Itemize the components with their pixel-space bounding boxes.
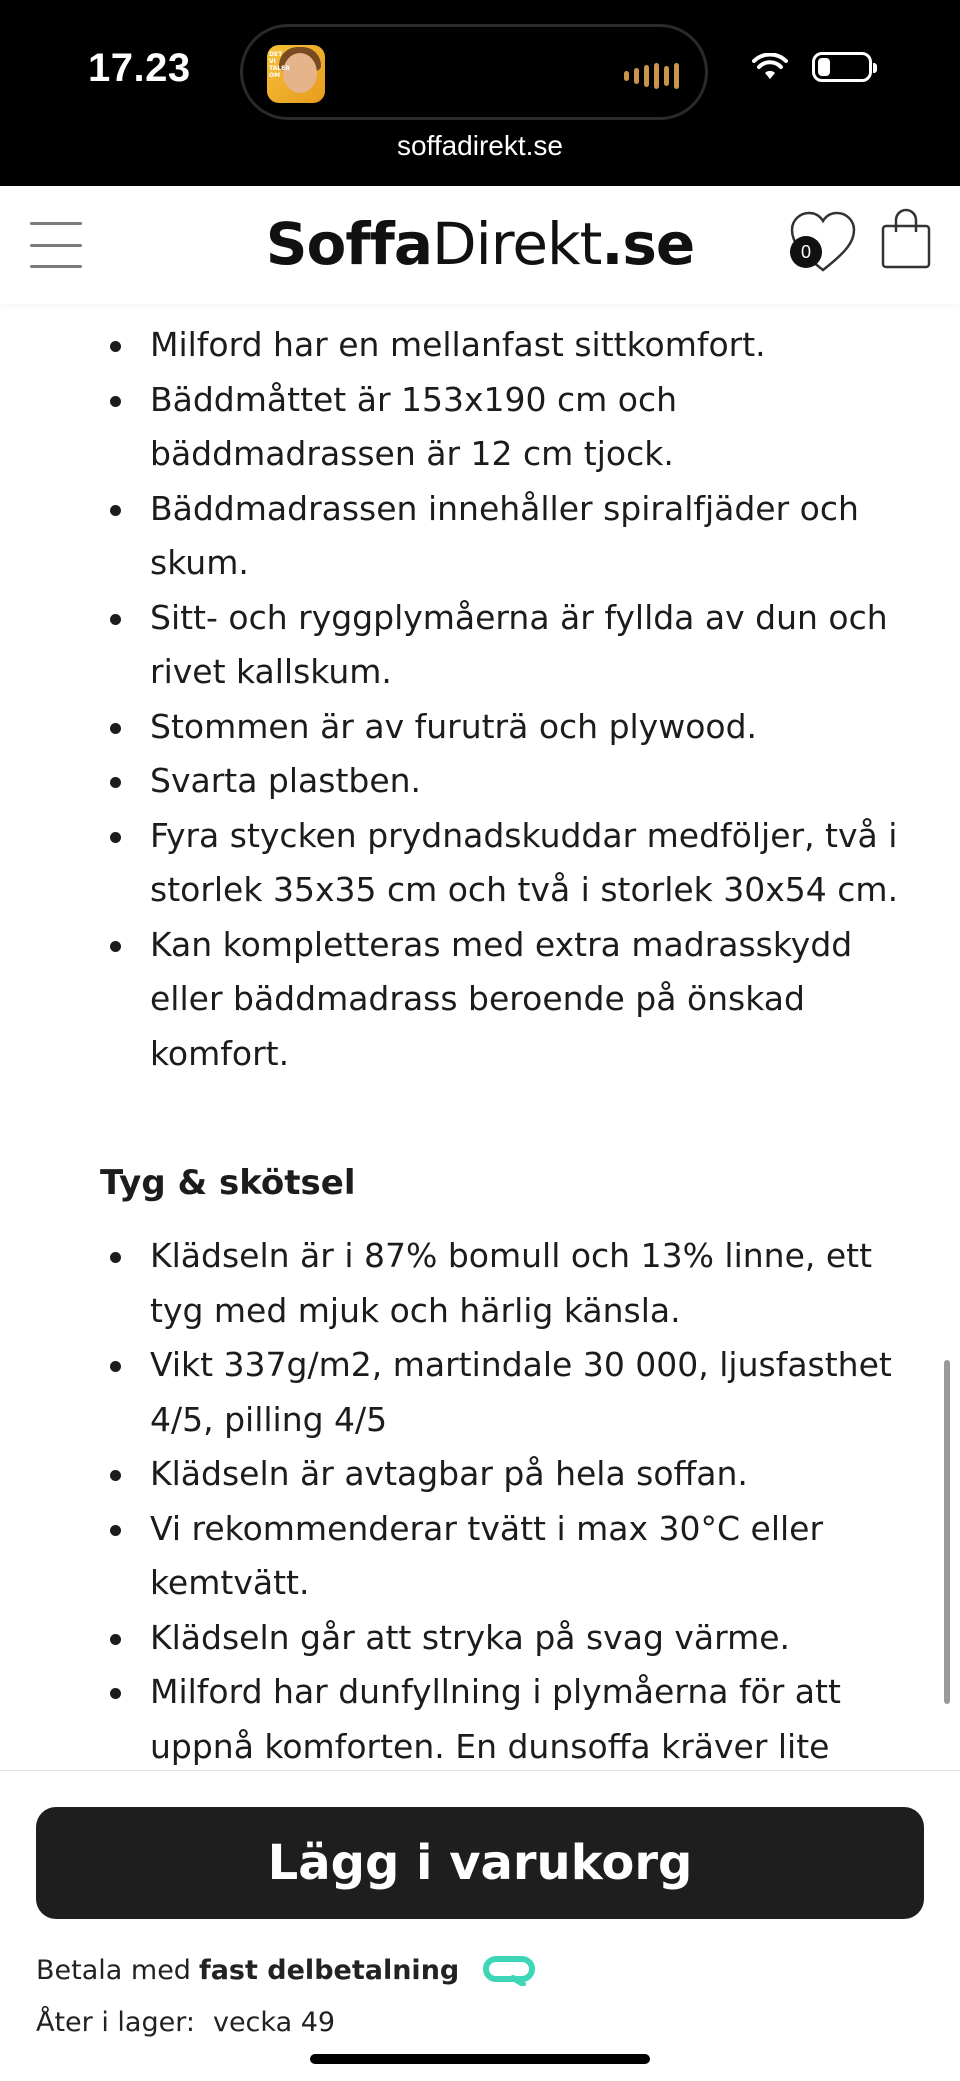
qliro-logo-icon bbox=[483, 1956, 535, 1986]
address-bar-url[interactable]: soffadirekt.se bbox=[396, 130, 564, 161]
payment-info bbox=[36, 1955, 535, 1986]
site-header bbox=[0, 186, 960, 304]
spec-list bbox=[100, 318, 920, 1081]
status-time: 17.23 bbox=[88, 46, 191, 90]
payment-method[interactable]: fast delbetalning bbox=[198, 1955, 460, 1986]
payment-prefix: Betala med bbox=[36, 1955, 191, 1986]
logo-regular: Direkt bbox=[431, 210, 602, 278]
spec-list-item: Sitt- och ryggplymåerna är fyllda av dun och rivet kallskum. bbox=[100, 591, 920, 700]
care-list-item: Klädseln går att stryka på svag värme. bbox=[100, 1611, 920, 1666]
shopping-bag-icon[interactable] bbox=[880, 208, 932, 270]
battery-icon bbox=[812, 52, 872, 82]
care-list-item: Vi rekommenderar tvätt i max 30°C eller kemtvätt. bbox=[100, 1502, 920, 1611]
audio-waveform-icon bbox=[624, 61, 679, 91]
spec-list-item: Svarta plastben. bbox=[100, 754, 920, 809]
scrollbar[interactable] bbox=[944, 1360, 950, 1704]
spec-list-item: Kan kompletteras med extra madrasskydd eller bäddmadrass beroende på önskad komfort. bbox=[100, 918, 920, 1082]
care-list bbox=[100, 1229, 920, 1770]
menu-icon[interactable] bbox=[30, 222, 82, 268]
care-list-item: Klädseln är avtagbar på hela soffan. bbox=[100, 1447, 920, 1502]
logo-suffix: .se bbox=[601, 210, 695, 278]
care-list-item: Vikt 337g/m2, martindale 30 000, ljusfasthet 4/5, pilling 4/5 bbox=[100, 1338, 920, 1447]
stock-value: vecka 49 bbox=[212, 2007, 336, 2038]
add-to-cart-button[interactable]: Lägg i varukorg bbox=[36, 1807, 924, 1919]
spec-list-item: Bäddmadrassen innehåller spiralfjäder och skum. bbox=[100, 482, 920, 591]
wishlist-count-badge: 0 bbox=[790, 236, 822, 268]
wifi-icon bbox=[752, 53, 788, 81]
logo-bold: Soffa bbox=[265, 210, 432, 278]
stock-info bbox=[36, 2007, 335, 2038]
spec-list-item: Milford har en mellanfast sittkomfort. bbox=[100, 318, 920, 373]
home-indicator[interactable] bbox=[310, 2054, 650, 2064]
spec-list-item: Stommen är av furuträ och plywood. bbox=[100, 700, 920, 755]
status-bar bbox=[0, 0, 960, 186]
dynamic-island[interactable] bbox=[240, 24, 708, 120]
care-list-item: Klädseln är i 87% bomull och 13% linne, ett tyg med mjuk och härlig känsla. bbox=[100, 1229, 920, 1338]
stock-label: Åter i lager: bbox=[36, 2007, 195, 2038]
spec-list-item: Fyra stycken prydnadskuddar medföljer, två i storlek 35x35 cm och två i storlek 30x54 cm. bbox=[100, 809, 920, 918]
care-section-heading: Tyg & skötsel bbox=[100, 1163, 356, 1203]
podcast-artwork-icon bbox=[267, 45, 325, 103]
product-description bbox=[0, 304, 960, 1770]
care-list-item: Milford har dunfyllning i plymåerna för att uppnå komforten. En dunsoffa kräver lite bbox=[100, 1665, 920, 1770]
spec-list-item: Bäddmåttet är 153x190 cm och bäddmadrassen är 12 cm tjock. bbox=[100, 373, 920, 482]
podcast-artwork-text: DET VI TALER OM bbox=[269, 51, 290, 79]
purchase-panel bbox=[0, 1770, 960, 2081]
status-indicators bbox=[752, 52, 872, 82]
